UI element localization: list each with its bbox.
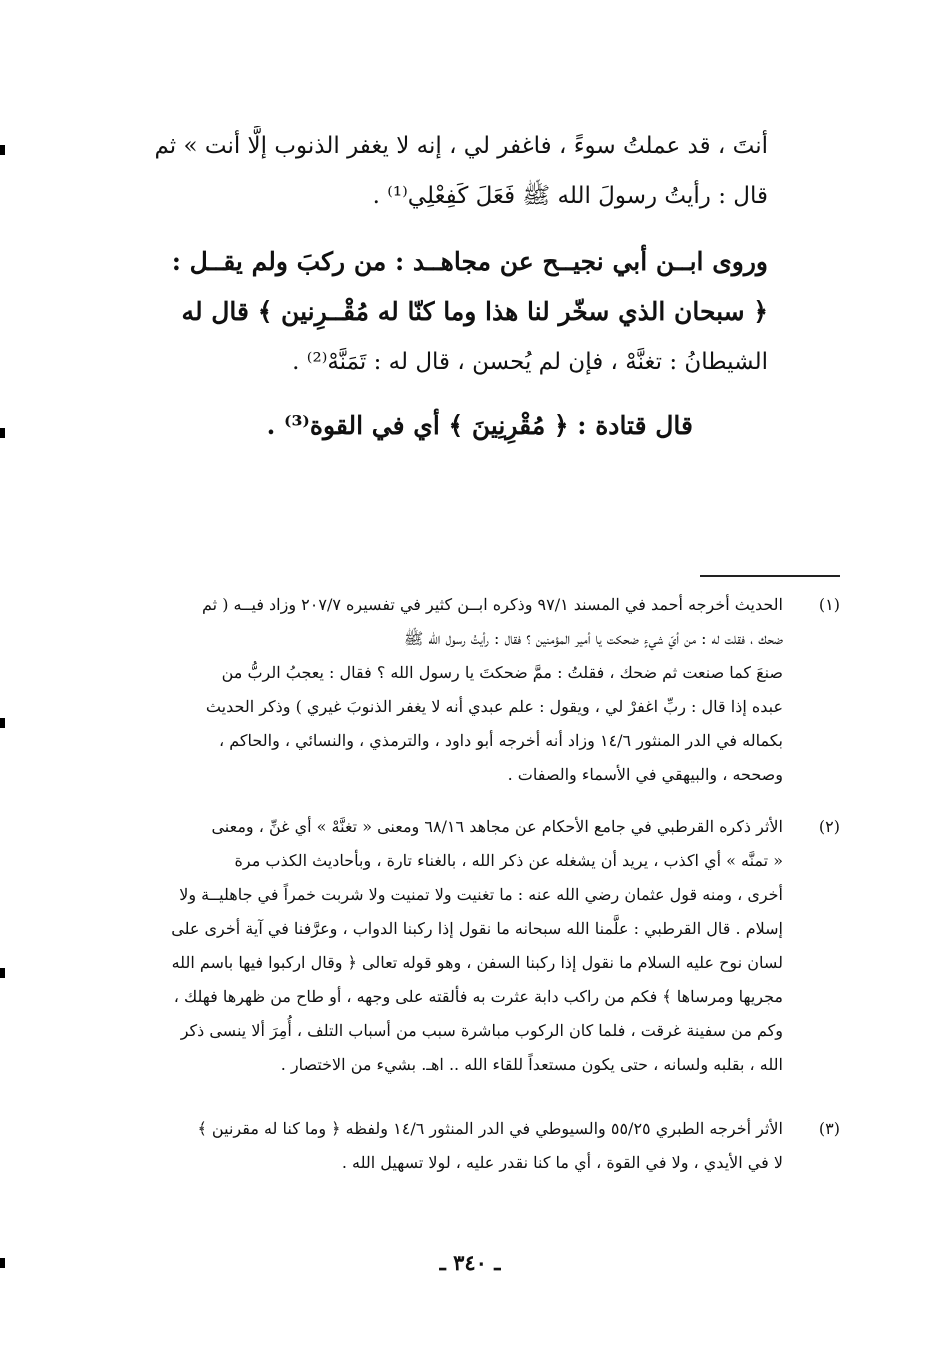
main-text-line-6: قال قتادة : ﴿ مُقْرِنِينَ ﴾ أي في القوة⁽³⁾ .	[266, 411, 693, 440]
footnote-3-line-1: الأثر أخرجه الطبري ٥٥/٢٥ والسيوطي في الدر المنثور ١٤/٦ ولفظه ﴿ وما كنا له مقرنين ﴾	[197, 1119, 783, 1138]
footnote-3-number: (٣)	[818, 1119, 840, 1138]
footnote-2-line-7: وكم من سفينة غرقت ، فلما كان الركوب مباشرة سبب من أسباب التلف ، أُمِرَ ألا ينسى ذكر	[180, 1021, 783, 1040]
main-text-line-2: قال : رأيتُ رسولَ الله ﷺ فَعَلَ كَفِعْلِي⁽¹⁾ .	[372, 183, 768, 209]
footnote-separator	[700, 575, 840, 577]
footnote-1-line-2: ضحك ، فقلت له : من أيّ شيءٍ ضحكت يا أمير المؤمنين ؟ فقال : رأيتُ رسول الله ﷺ	[403, 629, 783, 648]
footnote-2-line-6: مجريها ومرساها ﴾ فكم من راكب دابة عثرت به فألقته على وجهه ، أو طاح من ظهرها فهلك ،	[173, 987, 783, 1006]
scan-mark	[0, 428, 5, 438]
footnote-2-line-2: « تمنَّه » أي اكذب ، يريد أن يشغله عن ذكر الله ، بالغناء تارة ، وبأحاديث الكذب مرة	[234, 851, 783, 870]
footnote-1-line-1: الحديث أخرجه أحمد في المسند ٩٧/١ وذكره ابــن كثير في تفسيره ٢٠٧/٧ وزاد فيــه ( ثم	[202, 595, 783, 614]
main-text-line-3: وروى ابــن أبي نجيــح عن مجاهــد : من ركبَ ولم يقــل :	[171, 247, 768, 276]
footnote-3-line-2: لا في الأيدي ، ولا في القوة ، أي ما كنا نقدر عليه ، لولا تسهيل الله .	[341, 1153, 783, 1172]
main-text-line-5: الشيطانُ : تغنَّهْ ، فإن لم يُحسن ، قال له : تَمَنَّهْ⁽²⁾ .	[292, 349, 768, 375]
main-text-line-4: ﴿ سبحان الذي سخّر لنا هذا وما كنّا له مُقْــرِنين ﴾ قال له	[181, 297, 768, 326]
scan-mark	[0, 145, 5, 155]
footnote-1-line-5: بكماله في الدر المنثور ١٤/٦ وزاد أنه أخرجه أبو داود ، والترمذي ، والنسائي ، والحاكم ،	[219, 731, 783, 750]
footnote-1-line-3: صنعَ كما صنعت ثم ضحك ، فقلتُ : ممَّ ضحكتَ يا رسول الله ؟ فقال : يعجبُ الربُّ من	[221, 663, 783, 682]
scan-mark	[0, 1258, 5, 1268]
footnote-1-line-4: عبده إذا قال : ربِّ اغفرْ لي ، ويقول : علم عبدي أنه لا يغفر الذنوبَ غيري ) وذكر الحديث	[205, 697, 783, 716]
footnote-2-line-8: الله ، بقلبه ولسانه ، حتى يكون مستعداً للقاء الله .. اهـ. بشيء من الاختصار .	[280, 1055, 783, 1074]
scan-mark	[0, 718, 5, 728]
footnote-2-line-3: أخرى ، ومنه قول عثمان رضي الله عنه : ما تغنيت ولا تمنيت ولا شربت خمراً في جاهليــة ولا	[179, 885, 783, 904]
footnote-2-line-4: إسلام . قال القرطبي : علَّمنا الله سبحانه ما نقول إذا ركبنا الدواب ، وعرَّفنا في آية أخرى على	[171, 919, 783, 938]
main-text-line-1: أنتَ ، قد عملتُ سوءً ، فاغفر لي ، إنه لا يغفر الذنوب إلَّا أنت » ثم	[154, 133, 768, 159]
scan-mark	[0, 968, 5, 978]
footnote-1-number: (١)	[818, 595, 840, 614]
footnote-1-line-6: وصححه ، والبيهقي في الأسماء والصفات .	[507, 765, 783, 784]
page-number: ـ ٣٤٠ ـ	[439, 1250, 501, 1275]
footnote-2-number: (٢)	[818, 817, 840, 836]
footnote-2-line-1: الأثر ذكره القرطبي في جامع الأحكام عن مجاهد ٦٨/١٦ ومعنى « تغنَّهْ » أي غنِّ ، ومعنى	[211, 817, 783, 836]
footnote-2-line-5: لسان نوح عليه السلام ما نقول إذا ركبنا السفن ، وهو قوله تعالى ﴿ وقال اركبوا فيها باسم الله	[171, 953, 783, 972]
